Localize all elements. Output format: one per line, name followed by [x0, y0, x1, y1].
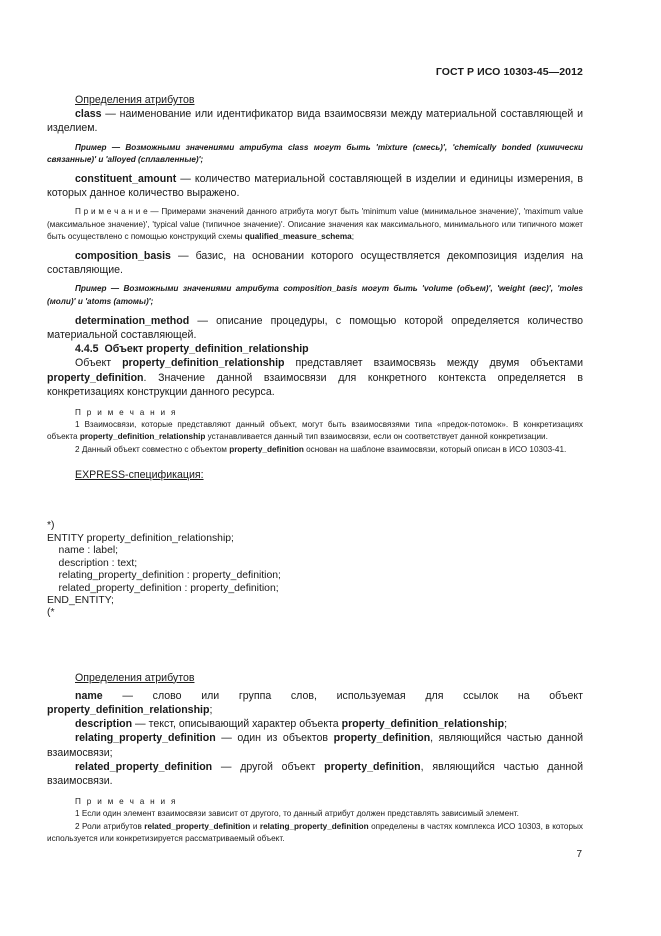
entity-name: property_definition_relationship [47, 703, 210, 716]
attribute-end: , являющийся частью данной взаимосвязи. [47, 760, 583, 787]
attribute-term: relating_property_definition [75, 732, 216, 745]
attribute-related-definition [47, 760, 583, 788]
attribute-term: determination_method [75, 314, 190, 327]
express-code-block [47, 508, 583, 644]
subsection-note-1 [47, 419, 583, 443]
code-line: *) [47, 520, 55, 532]
attribute-text: — базис, на основании которого осуществляется декомпозиция изделия на составляющие. [47, 250, 583, 277]
subsection-note-2 [47, 444, 583, 456]
notes-label-2: П р и м е ч а н и я [75, 797, 178, 807]
note-text: — Примерами значений данного атрибута могут быть 'minimum value (минимальное значение)', 'maximum value (максимальное значение)', 'typical value (типичное значение)'. Описание значения как максимального, минимального или типичного может быть осуществлено с помощью конструкций схемы [47, 207, 584, 241]
attribute-class-definition [47, 107, 583, 135]
entity-name: related_property_definition [144, 821, 251, 831]
schema-name: qualified_measure_schema [244, 231, 352, 241]
attribute-term: related_property_definition [75, 760, 213, 773]
attribute-composition-basis-definition [47, 249, 583, 277]
attribute-relating-definition [47, 731, 583, 759]
entity-name: property_definition [229, 444, 304, 454]
description-text: . Значение данной взаимосвязи для конкретного контекста определяется в конкретизациях конструкции данного ресурса. [47, 371, 583, 398]
note-label: П р и м е ч а н и е [75, 207, 148, 217]
entity-name: property_definition_relationship [341, 718, 505, 731]
code-line: related_property_definition : property_definition; [47, 582, 279, 594]
example-label: Пример [75, 284, 107, 294]
page-content [47, 93, 583, 845]
description-text: Объект [75, 357, 123, 370]
entity-name: property_definition_relationship [79, 432, 206, 442]
attribute-term: composition_basis [75, 250, 171, 263]
attribute-text: — количество материальной составляющей в изделии и единицы измерения, в которых данное количество выражено. [47, 173, 583, 200]
example-class [47, 142, 583, 166]
standard-designation: ГОСТ Р ИСО 10303-45—2012 [435, 66, 583, 78]
attribute-text: — текст, описывающий характер объекта [132, 718, 342, 731]
subsection-title [47, 342, 583, 356]
attribute-end: ; [209, 703, 213, 716]
attribute-name-definition [47, 689, 583, 717]
subsection-title-prefix: Объект [104, 343, 147, 356]
note-text: определены в частях комплекса ИСО 10303, в которых используется или конкретизируется рассматриваемый объект. [47, 821, 583, 843]
attribute-text: — один из объектов [215, 732, 334, 745]
attribute-term: class [75, 108, 102, 121]
attribute-end: ; [504, 718, 508, 731]
note-end: ; [351, 231, 354, 241]
note-text: и [250, 821, 260, 831]
section-heading [47, 93, 583, 107]
entity-name: property_definition [47, 371, 144, 384]
code-line: (* [47, 607, 55, 619]
example-text: — Возможными значениями атрибута composition_basis могут быть 'volume (объем)', 'weight (вес)', 'moles (моли)' и 'atoms (атомы)'; [47, 284, 583, 306]
example-composition-basis [47, 283, 583, 307]
attribute-term: constituent_amount [75, 173, 177, 186]
note-constituent-amount [47, 206, 583, 243]
section-heading-2 [47, 671, 583, 685]
attribute-end: , являющийся частью данной взаимосвязи; [47, 732, 583, 759]
attribute-description-definition [47, 717, 583, 731]
section2-note-1: 1 Если один элемент взаимосвязи зависит от другого, то данный атрибут должен представлять зависимый элемент. [75, 809, 519, 819]
subsection-title-entity: property_definition_relationship [146, 343, 309, 356]
attribute-definitions-heading: Определения атрибутов [75, 94, 195, 106]
example-label: Пример [75, 142, 107, 152]
note-text: устанавливается данный тип взаимосвязи, если он соответствует данной конкретизации. [205, 432, 548, 442]
note-text: 2 Роли атрибутов [75, 821, 145, 831]
code-line: description : text; [47, 557, 138, 569]
notes-label: П р и м е ч а н и я [75, 408, 178, 418]
entity-name: property_definition [333, 732, 431, 745]
attribute-determination-method-definition [47, 314, 583, 342]
attribute-text: — наименование или идентификатор вида взаимосвязи между материальной составляющей и изделием. [47, 108, 583, 135]
attribute-text: — слово или группа слов, используемая для ссылок на объект [102, 689, 583, 702]
example-text: — Возможными значениями атрибута class могут быть 'mixture (смесь)', 'chemically bonded (химически связанные)' и 'alloyed (сплавленные)'; [47, 142, 583, 164]
attribute-term: name [75, 689, 103, 702]
express-heading [47, 468, 583, 482]
subsection-description [47, 356, 583, 399]
attribute-term: description [75, 718, 133, 731]
section2-note-2 [47, 821, 583, 845]
attribute-definitions-heading: Определения атрибутов [75, 671, 195, 684]
entity-name: property_definition [324, 760, 421, 773]
attribute-text: — описание процедуры, с помощью которой определяется количество материальной составляющей. [47, 314, 583, 342]
code-line: ENTITY property_definition_relationship; [47, 532, 234, 544]
entity-name: property_definition_relationship [122, 357, 285, 370]
code-line: relating_property_definition : property_definition; [47, 570, 281, 582]
subsection-number: 4.4.5 [75, 343, 99, 356]
code-line: END_ENTITY; [47, 594, 114, 606]
note-text: 1 Взаимосвязи, которые представляют данный объект, могут быть взаимосвязями типа «предок-потомок». В конкретизациях объекта [47, 420, 583, 442]
code-line: name : label; [47, 545, 119, 557]
page-number: 7 [576, 849, 582, 860]
attribute-constituent-amount-definition [47, 172, 583, 200]
entity-name: relating_property_definition [259, 821, 369, 831]
note-text: 2 Данный объект совместно с объектом [75, 444, 230, 454]
description-text: представляет взаимосвязь между двумя объектами [284, 357, 583, 370]
note-text: основан на шаблоне взаимосвязи, который описан в ИСО 10303-41. [303, 444, 567, 454]
express-label: EXPRESS-спецификация: [75, 468, 204, 481]
attribute-text: — другой объект [212, 760, 325, 773]
